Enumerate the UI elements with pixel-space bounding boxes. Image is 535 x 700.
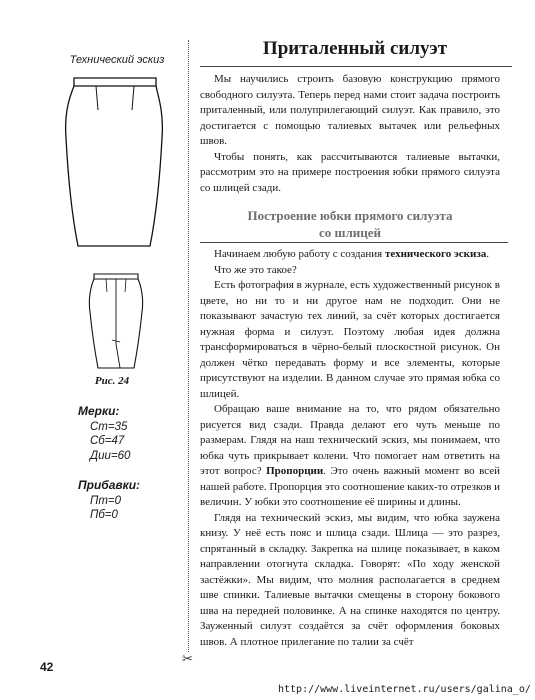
measures-block <box>78 404 168 463</box>
cut-line-divider <box>188 40 189 652</box>
text-run: . <box>486 248 489 260</box>
section-divider <box>200 242 508 243</box>
section-text <box>200 247 500 650</box>
section-heading <box>200 207 500 241</box>
measure-item: Дии=60 <box>90 449 131 462</box>
figure-caption: Рис. 24 <box>94 375 130 387</box>
allowance-item: Пт=0 <box>90 494 122 507</box>
skirt-back-sketch <box>86 270 146 374</box>
allowances-heading: Прибавки: <box>78 478 141 492</box>
text-run: Обращаю ваше внимание на то, что рядом обязательно рисуется вид сзади. Правда делают его чуть меньше по размерам. Глядя на наш технический эскиз, мы понимаем, что юбка чуть прикрывает колени. Что помогает нам ответить на этот вопрос? <box>200 403 500 477</box>
paragraph: Глядя на технический эскиз, мы видим, что юбка заужена книзу. У неё есть пояс и шлица сзади. Шлица — это разрез, спрятанный в складку. Закрепка на шлице показывает, в каком направлении отогнута складка. Говорят: «По ходу женской застёжки». Мы видим, что молния располагается в среднем шве спинки. Талиевые вытачки смещены в сторону бокового шва на передней половинке. А на спинке находятся по центру. Зауженный силуэт создаётся за счёт оформления боковых швов. А плотное прилегание по талии за счёт <box>200 511 500 648</box>
measure-item: Сб=47 <box>90 435 125 447</box>
measure-item: Ст=35 <box>90 420 128 433</box>
paragraph: Есть фотография в журнале, есть художественный рисунок в цвете, но ни то и ни другое нам не подходит. Они не показывают зачастую тех линий, за счёт которых достигается нужная форма и силуэт. Поэтому любая идея должна трансформироваться в чёрно-белый плоскостной рисунок. Он должен чётко передавать форму и все элементы, которые присутствуют на изделии. В данном случае это прямая юбка со шлицей. <box>200 279 500 400</box>
intro-text <box>200 72 500 196</box>
section-heading-line: со шлицей <box>318 225 382 240</box>
allowances-block <box>78 478 168 523</box>
scissors-icon: ✂ <box>182 652 193 667</box>
paragraph: Мы научились строить базовую конструкцию прямого свободного силуэта. Теперь перед нами стоит задача построить приталенный, или полуприлегающий силуэт. Как правило, это достигается с помощью талиевых вытачек или рельефных швов. <box>200 73 500 147</box>
bold-term: технического эскиза <box>385 248 487 260</box>
paragraph: Что же это такое? <box>214 263 297 276</box>
footer-url: http://www.liveinternet.ru/users/galina_o/ <box>278 684 531 695</box>
allowance-item: Пб=0 <box>90 509 118 521</box>
paragraph <box>200 402 500 511</box>
paragraph <box>200 247 500 263</box>
text-run: Начинаем любую работу с создания <box>214 248 385 260</box>
bold-term: Пропорции <box>266 465 324 477</box>
text-run: . Это очень важный момент во всей нашей работе. Пропорция это соотношение каких-то отрезков и величин. У юбки это соотношение её ширины и длины. <box>200 465 500 508</box>
measures-heading: Мерки: <box>78 404 120 418</box>
sketch-title: Технический эскиз <box>69 54 165 66</box>
skirt-front-sketch <box>52 66 176 258</box>
paragraph: Чтобы понять, как рассчитываются талиевые вытачки, рассмотрим это на примере построения юбки прямого силуэта со шлицей сзади. <box>200 150 500 194</box>
page-number: 42 <box>40 660 54 674</box>
section-heading-line: Построение юбки прямого силуэта <box>247 208 453 223</box>
page-title: Приталенный силуэт <box>262 38 448 59</box>
title-divider <box>200 66 512 67</box>
